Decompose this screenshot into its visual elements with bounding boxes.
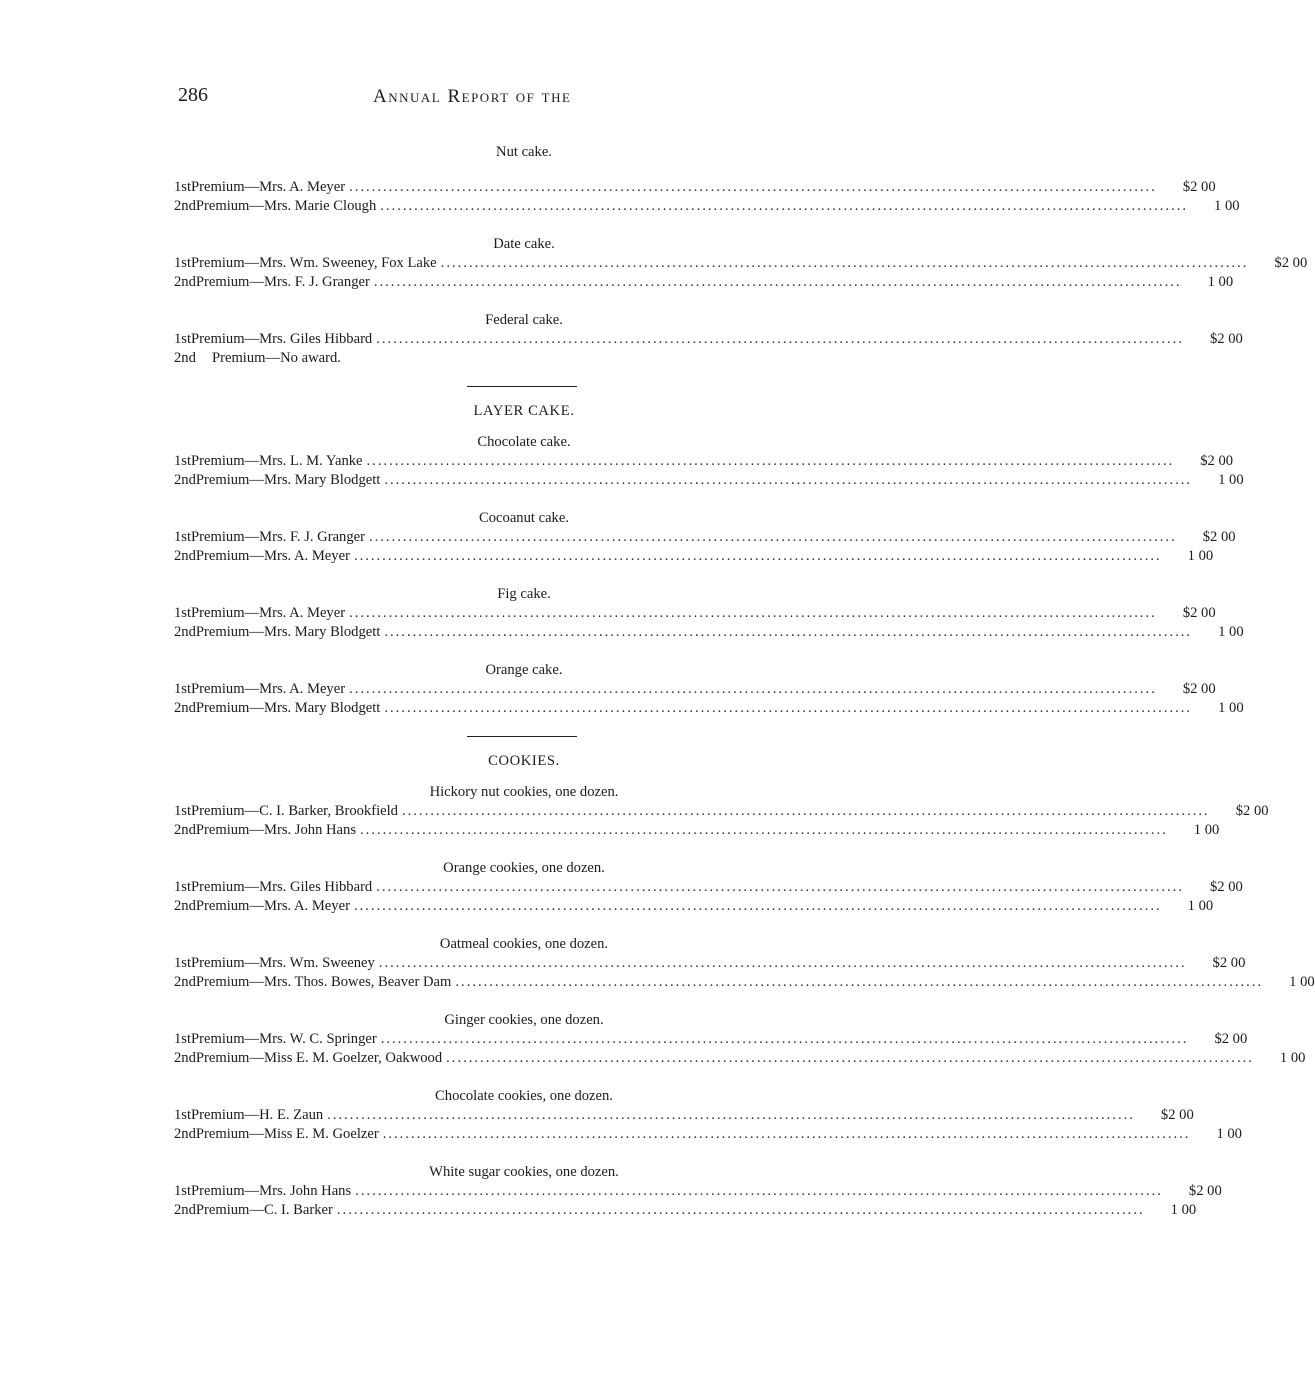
category-block — [174, 858, 1243, 916]
premium-amount: 1 00 — [1216, 1126, 1242, 1142]
dot-leader — [384, 699, 1192, 718]
section-title: COOKIES. — [488, 753, 560, 769]
spacer — [174, 162, 834, 178]
premium-amount: $2 00 — [1188, 1183, 1222, 1199]
category-title: Cocoanut cake. — [479, 510, 569, 526]
dot-leader — [349, 680, 1157, 699]
premium-place: 1st — [174, 681, 192, 697]
premium-row — [174, 1201, 1197, 1220]
premium-winner: Premium—Mrs. Mary Blodgett — [195, 700, 381, 716]
dot-leader — [360, 821, 1168, 840]
premium-winner: Premium—Miss E. M. Goelzer, Oakwood — [195, 1050, 443, 1066]
premium-amount: 1 00 — [1289, 974, 1315, 990]
premium-winner: Premium—Mrs. F. J. Granger — [195, 274, 370, 290]
section — [174, 142, 1308, 368]
dot-leader — [384, 623, 1192, 642]
premium-amount: 1 00 — [1207, 274, 1234, 290]
premium-row — [174, 528, 1236, 547]
premium-row — [174, 547, 1214, 566]
premium-row — [174, 878, 1243, 897]
section — [174, 753, 1315, 1220]
dot-leader — [354, 897, 1162, 916]
premium-place: 2nd — [174, 1126, 196, 1142]
premium-winner: Premium—C. I. Barker, Brookfield — [191, 803, 398, 819]
premium-list — [174, 142, 1315, 1238]
premium-row — [174, 273, 1234, 292]
dot-leader — [354, 547, 1162, 566]
running-title: Annual Report of the — [373, 86, 572, 107]
premium-place: 1st — [174, 955, 192, 971]
premium-amount: 1 00 — [1214, 198, 1240, 214]
premium-amount: $2 00 — [1235, 803, 1269, 819]
premium-row — [174, 973, 1315, 992]
dot-leader — [384, 471, 1192, 490]
category-title: Hickory nut cookies, one dozen. — [429, 784, 619, 800]
dot-leader — [376, 330, 1184, 349]
dot-leader — [380, 197, 1188, 216]
category-block — [174, 660, 1244, 718]
section — [174, 403, 1244, 718]
premium-row — [174, 1049, 1306, 1068]
premium-row — [174, 954, 1246, 973]
premium-row — [174, 1125, 1242, 1144]
premium-amount: $2 00 — [1274, 255, 1308, 271]
dot-leader — [349, 604, 1157, 623]
category-title: Federal cake. — [485, 312, 563, 328]
premium-winner: Premium—Miss E. M. Goelzer — [195, 1126, 379, 1142]
premium-place: 2nd — [174, 548, 196, 564]
premium-place: 2nd — [174, 198, 196, 214]
premium-winner: Premium—No award. — [212, 350, 341, 366]
premium-place: 1st — [174, 255, 192, 271]
category-title: Ginger cookies, one dozen. — [444, 1012, 604, 1028]
premium-amount: 1 00 — [1170, 1202, 1197, 1218]
premium-place: 1st — [174, 179, 192, 195]
dot-leader — [379, 954, 1187, 973]
premium-row — [174, 1182, 1222, 1201]
premium-winner: Premium—Mrs. Wm. Sweeney, Fox Lake — [191, 255, 437, 271]
premium-row — [174, 680, 1216, 699]
premium-place: 1st — [174, 529, 192, 545]
premium-amount: $2 00 — [1212, 955, 1246, 971]
premium-amount: 1 00 — [1187, 898, 1214, 914]
premium-row — [174, 604, 1216, 623]
category-block — [174, 1010, 1306, 1068]
premium-amount: 1 00 — [1218, 472, 1244, 488]
category-block — [174, 934, 1315, 992]
premium-row — [174, 623, 1244, 642]
premium-place: 1st — [174, 879, 192, 895]
category-title: Fig cake. — [497, 586, 551, 602]
category-title: Oatmeal cookies, one dozen. — [439, 936, 609, 952]
dot-leader — [337, 1201, 1145, 1220]
premium-amount: $2 00 — [1209, 331, 1243, 347]
premium-row — [174, 1106, 1194, 1125]
premium-place: 1st — [174, 1183, 192, 1199]
premium-amount: $2 00 — [1182, 681, 1216, 697]
premium-row — [174, 254, 1308, 273]
category-title: Date cake. — [493, 236, 555, 252]
premium-place: 1st — [174, 331, 192, 347]
premium-row — [174, 802, 1269, 821]
dot-leader — [349, 178, 1157, 197]
premium-place: 2nd — [174, 274, 196, 290]
section-title: LAYER CAKE. — [473, 403, 575, 419]
page-number: 286 — [178, 84, 208, 106]
dot-leader — [441, 254, 1249, 273]
premium-place: 1st — [174, 1107, 192, 1123]
premium-amount: $2 00 — [1160, 1107, 1194, 1123]
premium-place: 2nd — [174, 1202, 196, 1218]
premium-place: 2nd — [174, 700, 196, 716]
premium-amount: 1 00 — [1218, 700, 1244, 716]
premium-row — [174, 349, 834, 368]
premium-row — [174, 699, 1244, 718]
premium-row — [174, 1030, 1248, 1049]
dot-leader — [374, 273, 1182, 292]
dot-leader — [446, 1049, 1254, 1068]
premium-amount: $2 00 — [1200, 453, 1234, 469]
premium-winner: Premium—Mrs. F. J. Granger — [191, 529, 365, 545]
premium-amount: $2 00 — [1182, 605, 1216, 621]
premium-place: 1st — [174, 803, 192, 819]
premium-row — [174, 452, 1234, 471]
dot-leader — [376, 878, 1184, 897]
premium-winner: Premium—Mrs. Wm. Sweeney — [191, 955, 375, 971]
premium-winner: Premium—Mrs. Giles Hibbard — [191, 331, 373, 347]
category-block — [174, 584, 1244, 642]
premium-row — [174, 897, 1214, 916]
dot-leader — [367, 452, 1175, 471]
dot-leader — [381, 1030, 1189, 1049]
premium-winner: Premium—Mrs. W. C. Springer — [191, 1031, 377, 1047]
section-divider — [467, 736, 577, 737]
category-block — [174, 234, 1308, 292]
category-block — [174, 142, 1240, 216]
dot-leader — [383, 1125, 1191, 1144]
category-title: Nut cake. — [496, 144, 552, 160]
premium-winner: Premium—C. I. Barker — [195, 1202, 333, 1218]
dot-leader — [402, 802, 1210, 821]
premium-winner: Premium—H. E. Zaun — [191, 1107, 324, 1123]
category-title: Chocolate cake. — [477, 434, 571, 450]
category-block — [174, 782, 1269, 840]
category-block — [174, 1086, 1242, 1144]
dot-leader — [455, 973, 1263, 992]
premium-winner: Premium—Mrs. Mary Blodgett — [195, 472, 381, 488]
premium-place: 2nd — [174, 1050, 196, 1066]
premium-row — [174, 471, 1244, 490]
premium-place: 2nd — [174, 974, 196, 990]
category-block — [174, 1162, 1222, 1220]
premium-place: 2nd — [174, 624, 196, 640]
premium-place: 1st — [174, 453, 192, 469]
premium-winner: Premium—Mrs. Mary Blodgett — [195, 624, 381, 640]
premium-winner: Premium—Mrs. Giles Hibbard — [191, 879, 373, 895]
premium-place: 2nd — [174, 350, 196, 366]
section-divider — [467, 386, 577, 387]
category-block — [174, 508, 1236, 566]
premium-row — [174, 197, 1240, 216]
premium-winner: Premium—Mrs. Thos. Bowes, Beaver Dam — [195, 974, 452, 990]
premium-row — [174, 821, 1220, 840]
premium-winner: Premium—Mrs. L. M. Yanke — [191, 453, 363, 469]
premium-amount: 1 00 — [1218, 624, 1244, 640]
premium-row — [174, 330, 1243, 349]
premium-place: 1st — [174, 605, 192, 621]
dot-leader — [355, 1182, 1163, 1201]
premium-winner: Premium—Mrs. A. Meyer — [191, 605, 346, 621]
dot-leader — [327, 1106, 1135, 1125]
premium-winner: Premium—Mrs. A. Meyer — [195, 548, 350, 564]
dot-leader — [369, 528, 1177, 547]
premium-amount: $2 00 — [1182, 179, 1216, 195]
premium-place: 2nd — [174, 822, 196, 838]
premium-place: 2nd — [174, 472, 196, 488]
category-title: Orange cake. — [485, 662, 563, 678]
premium-winner: Premium—Mrs. A. Meyer — [195, 898, 350, 914]
premium-amount: $2 00 — [1202, 529, 1236, 545]
premium-amount: $2 00 — [1214, 1031, 1248, 1047]
category-title: Orange cookies, one dozen. — [443, 860, 605, 876]
page-header — [178, 84, 830, 108]
category-block — [174, 310, 1243, 368]
premium-place: 1st — [174, 1031, 192, 1047]
premium-winner: Premium—Mrs. A. Meyer — [191, 681, 346, 697]
premium-row — [174, 178, 1216, 197]
premium-amount: 1 00 — [1279, 1050, 1306, 1066]
premium-winner: Premium—Mrs. A. Meyer — [191, 179, 346, 195]
category-title: Chocolate cookies, one dozen. — [435, 1088, 613, 1104]
premium-amount: 1 00 — [1187, 548, 1214, 564]
premium-amount: $2 00 — [1209, 879, 1243, 895]
premium-winner: Premium—Mrs. John Hans — [195, 822, 357, 838]
premium-place: 2nd — [174, 898, 196, 914]
category-title: White sugar cookies, one dozen. — [429, 1164, 619, 1180]
category-block — [174, 432, 1244, 490]
premium-amount: 1 00 — [1193, 822, 1220, 838]
premium-winner: Premium—Mrs. Marie Clough — [195, 198, 377, 214]
premium-winner: Premium—Mrs. John Hans — [191, 1183, 352, 1199]
